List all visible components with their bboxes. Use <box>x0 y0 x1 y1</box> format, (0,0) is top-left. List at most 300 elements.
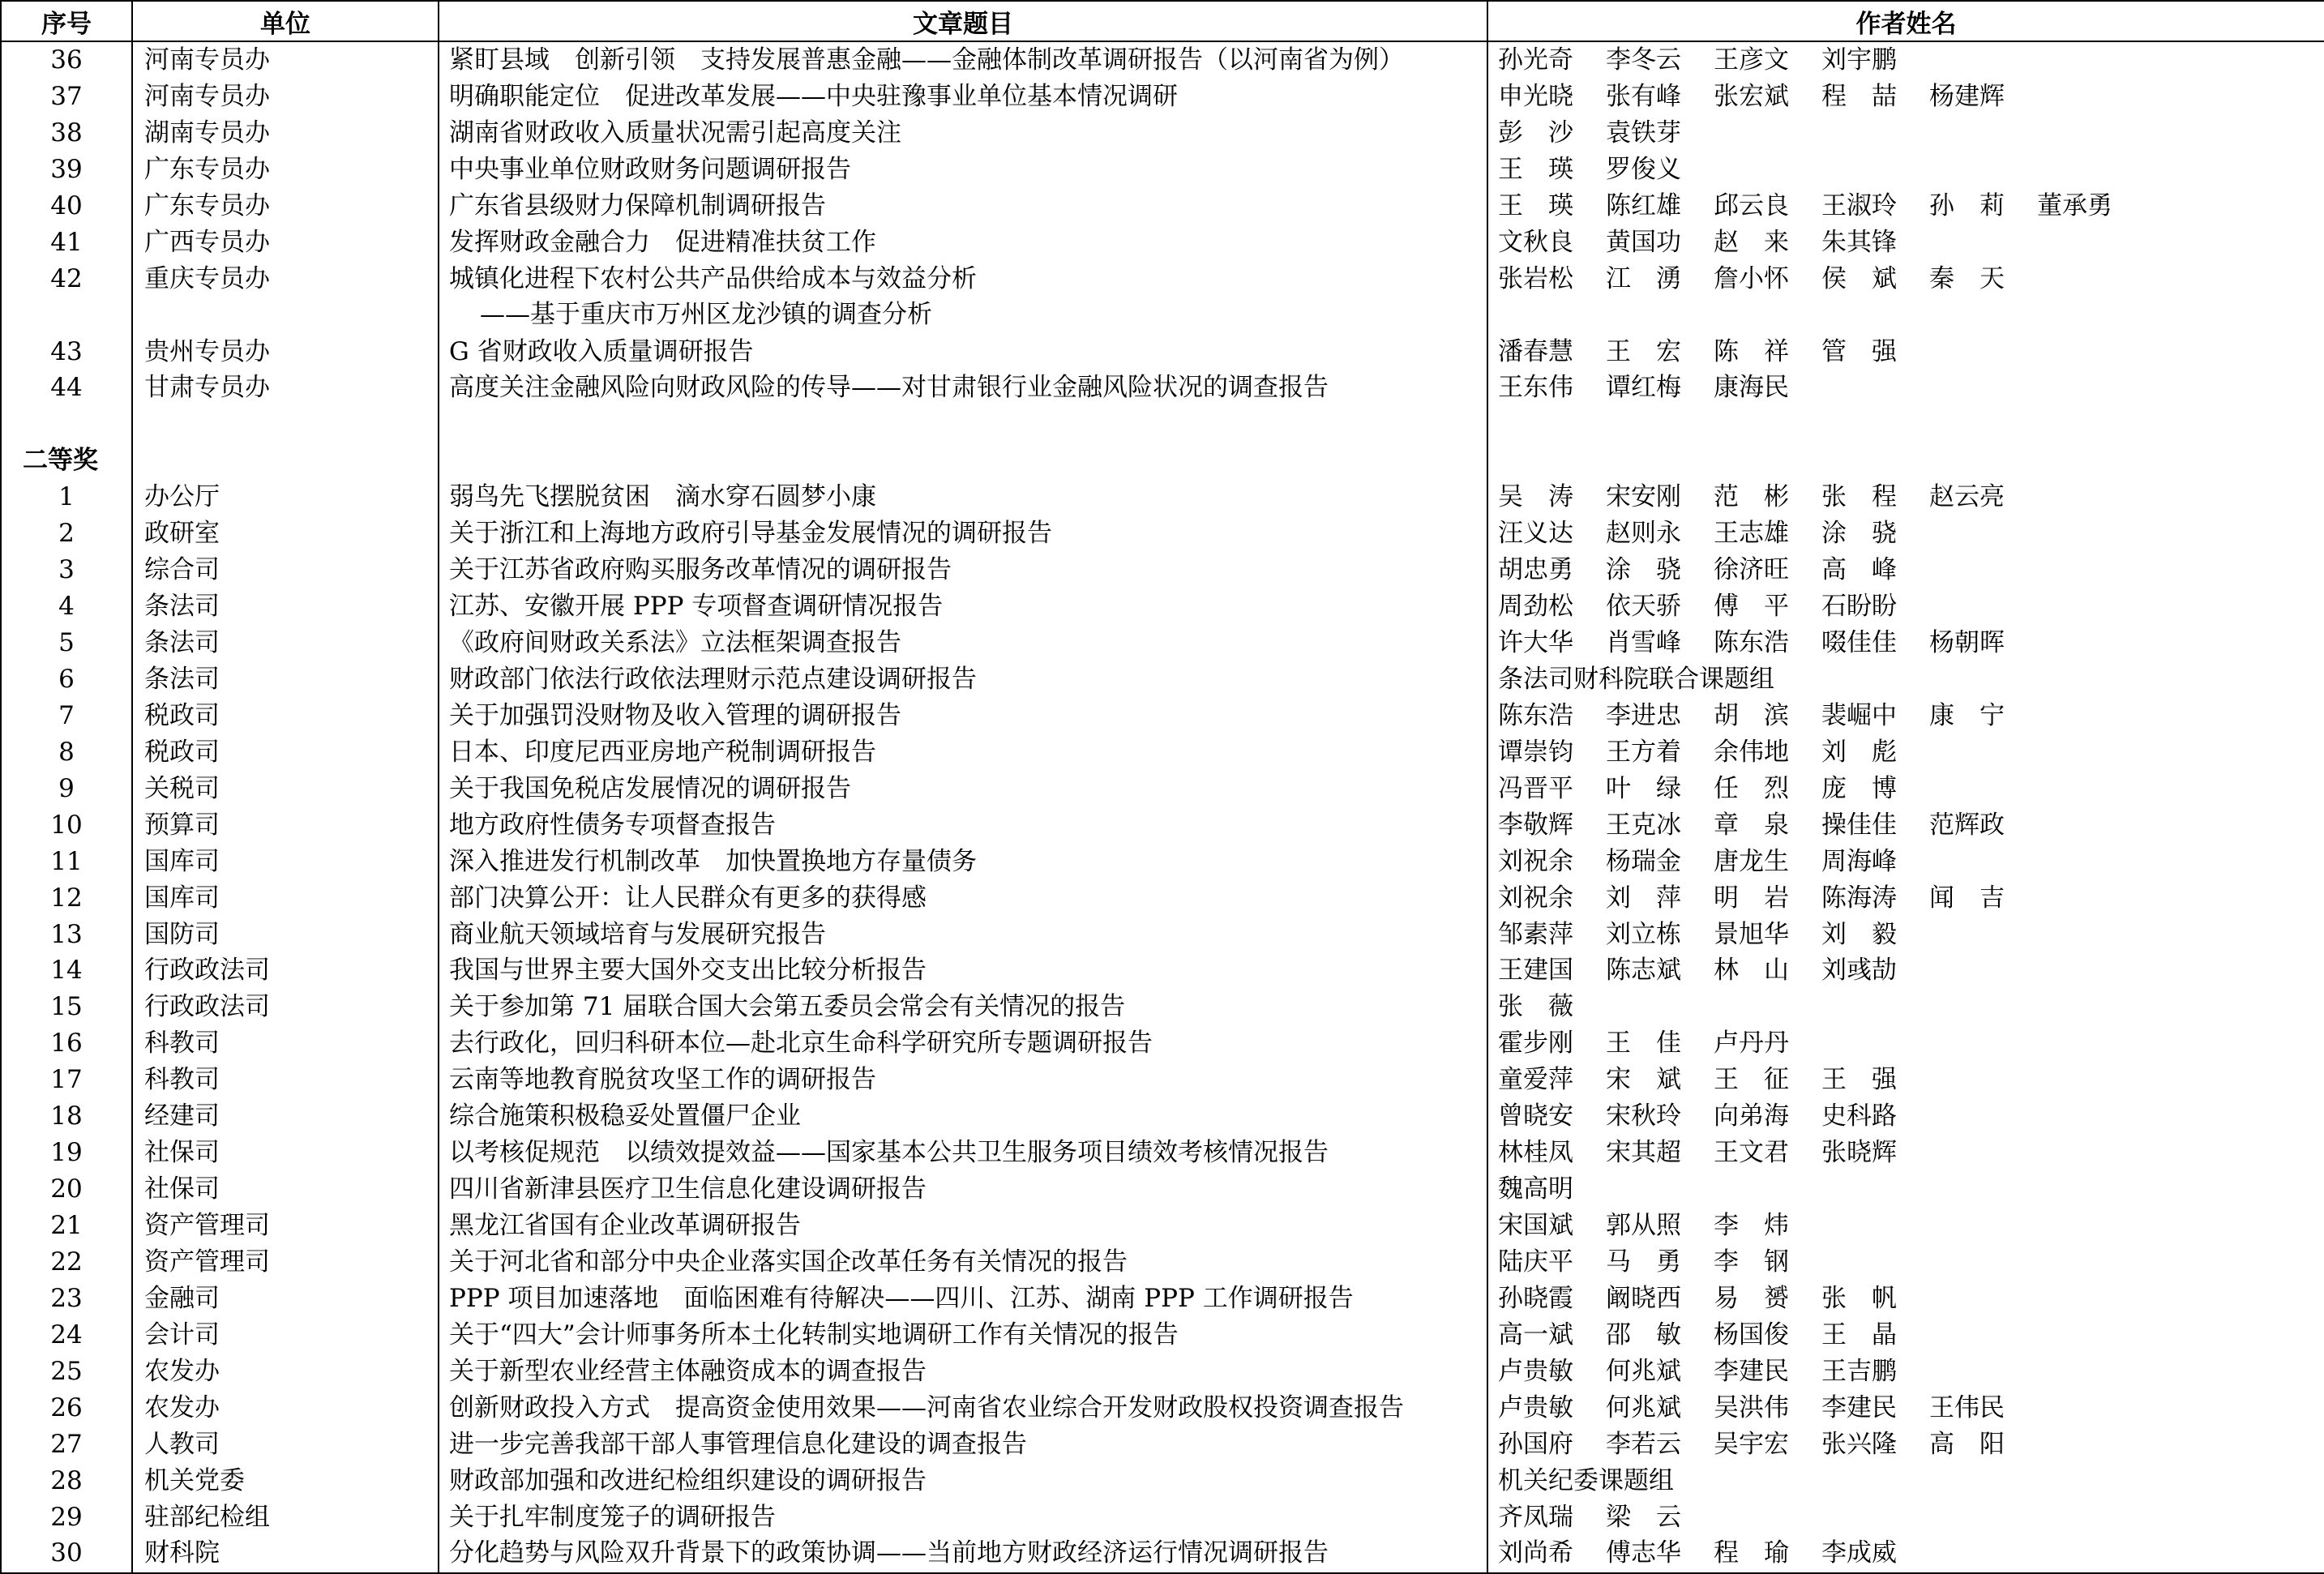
table-row <box>1 334 2324 370</box>
author-name: 孙 莉 <box>1929 190 2005 220</box>
author-name: 傅志华 <box>1606 1538 1681 1568</box>
table-row <box>1 188 2324 225</box>
author-name: 王彦文 <box>1714 45 1789 75</box>
author-name: 何兆斌 <box>1606 1356 1681 1386</box>
author-name: 申光晓 <box>1498 81 1573 111</box>
row-authors <box>1487 479 2324 515</box>
row-title <box>439 698 1487 734</box>
table-row <box>1 1317 2324 1354</box>
row-index: 6 <box>1 661 132 698</box>
author-name: 邹素萍 <box>1498 919 1573 949</box>
author-name: 王志雄 <box>1714 519 1789 549</box>
author-name: 杨建辉 <box>1929 81 2005 111</box>
row-title-text: 以考核促规范 以绩效提效益——国家基本公共卫生服务项目绩效考核情况报告 <box>449 1138 1329 1168</box>
author-name: 章 泉 <box>1714 810 1789 840</box>
author-name: 吴洪伟 <box>1714 1392 1789 1422</box>
author-name: 范辉政 <box>1929 810 2005 840</box>
row-title <box>439 989 1487 1025</box>
row-unit: 税政司 <box>132 734 439 771</box>
row-authors <box>1487 698 2324 734</box>
author-name: 陈东浩 <box>1714 628 1789 658</box>
row-index: 30 <box>1 1535 132 1573</box>
author-name: 童爱萍 <box>1498 1065 1573 1095</box>
row-index: 5 <box>1 625 132 661</box>
author-name: 罗俊义 <box>1606 154 1681 184</box>
row-authors <box>1487 880 2324 917</box>
table-row <box>1 952 2324 989</box>
author-name: 赵则永 <box>1606 519 1681 549</box>
row-unit: 财科院 <box>132 1535 439 1573</box>
row-index: 26 <box>1 1390 132 1426</box>
row-unit: 河南专员办 <box>132 79 439 115</box>
row-unit: 社保司 <box>132 1135 439 1171</box>
table-row <box>1 588 2324 625</box>
author-name: 杨朝晖 <box>1929 628 2005 658</box>
row-unit: 国库司 <box>132 880 439 917</box>
row-index: 43 <box>1 334 132 370</box>
author-name: 朱其锋 <box>1821 227 1897 257</box>
row-title <box>439 771 1487 807</box>
author-name: 张 帆 <box>1821 1283 1897 1313</box>
table-row <box>1 625 2324 661</box>
author-name: 詹小怀 <box>1714 263 1789 293</box>
row-title-text: 《政府间财政关系法》立法框架调查报告 <box>449 628 901 658</box>
author-name: 邱云良 <box>1714 190 1789 220</box>
row-index: 8 <box>1 734 132 771</box>
row-title-text: 财政部门依法行政依法理财示范点建设调研报告 <box>449 664 977 694</box>
author-name: 景旭华 <box>1714 919 1789 949</box>
table-row <box>1 807 2324 844</box>
row-title-text: 日本、印度尼西亚房地产税制调研报告 <box>449 737 876 767</box>
row-title <box>439 661 1487 698</box>
row-authors <box>1487 370 2324 406</box>
author-name: 操佳佳 <box>1821 810 1897 840</box>
row-unit: 人教司 <box>132 1426 439 1463</box>
row-title <box>439 1171 1487 1208</box>
author-name: 向弟海 <box>1714 1101 1789 1131</box>
author-name: 许大华 <box>1498 628 1573 658</box>
row-unit: 河南专员办 <box>132 41 439 79</box>
row-authors <box>1487 989 2324 1025</box>
author-name: 涂 骁 <box>1821 519 1897 549</box>
row-title-text: 城镇化进程下农村公共产品供给成本与效益分析 <box>449 263 977 293</box>
author-name: 宋 斌 <box>1606 1065 1681 1095</box>
table-row <box>1 1426 2324 1463</box>
author-name: 王 征 <box>1714 1065 1789 1095</box>
author-name: 李建民 <box>1714 1356 1789 1386</box>
table-row <box>1 370 2324 406</box>
author-name: 郭从照 <box>1606 1211 1681 1241</box>
row-title-text: 江苏、安徽开展 PPP 专项督查调研情况报告 <box>449 592 944 622</box>
row-authors <box>1487 225 2324 261</box>
author-name: 曾晓安 <box>1498 1101 1573 1131</box>
row-title <box>439 1135 1487 1171</box>
author-name: 马 勇 <box>1606 1247 1681 1277</box>
author-name: 王 瑛 <box>1498 154 1573 184</box>
section-empty-cell <box>132 443 439 479</box>
row-title-text: G 省财政收入质量调研报告 <box>449 336 754 366</box>
row-unit: 广东专员办 <box>132 188 439 225</box>
row-unit: 湖南专员办 <box>132 115 439 152</box>
row-index: 28 <box>1 1463 132 1499</box>
row-title <box>439 225 1487 261</box>
row-authors <box>1487 1062 2324 1098</box>
author-name: 李进忠 <box>1606 700 1681 730</box>
table-row <box>1 1281 2324 1317</box>
row-index: 23 <box>1 1281 132 1317</box>
author-name: 傅 平 <box>1714 592 1789 622</box>
row-title <box>439 625 1487 661</box>
row-index: 18 <box>1 1098 132 1135</box>
row-authors <box>1487 1463 2324 1499</box>
author-name: 王文君 <box>1714 1138 1789 1168</box>
author-name: 李 钢 <box>1714 1247 1789 1277</box>
row-authors <box>1487 844 2324 880</box>
row-title-text: 关于参加第 71 届联合国大会第五委员会常会有关情况的报告 <box>449 992 1126 1022</box>
row-index: 12 <box>1 880 132 917</box>
row-title-text: 去行政化，回归科研本位—赴北京生命科学研究所专题调研报告 <box>449 1029 1153 1059</box>
table-row <box>1 989 2324 1025</box>
row-title <box>439 479 1487 515</box>
author-name: 王克冰 <box>1606 810 1681 840</box>
row-title-text: 关于扎牢制度笼子的调研报告 <box>449 1502 776 1532</box>
author-name: 张有峰 <box>1606 81 1681 111</box>
table-row <box>1 771 2324 807</box>
row-index: 3 <box>1 552 132 588</box>
author-name: 刘宇鹏 <box>1821 45 1897 75</box>
row-title <box>439 515 1487 552</box>
row-authors <box>1487 1317 2324 1354</box>
author-name: 王 佳 <box>1606 1029 1681 1059</box>
table-row <box>1 698 2324 734</box>
author-name: 刘祝余 <box>1498 846 1573 876</box>
table-row <box>1 225 2324 261</box>
table-row <box>1 1098 2324 1135</box>
author-name: 高 阳 <box>1929 1429 2005 1459</box>
row-index: 29 <box>1 1499 132 1536</box>
row-title-text: 我国与世界主要大国外交支出比较分析报告 <box>449 956 927 986</box>
author-name: 秦 天 <box>1929 263 2005 293</box>
row-title <box>439 188 1487 225</box>
author-name: 谭崇钧 <box>1498 737 1573 767</box>
author-name: 李成威 <box>1821 1538 1897 1568</box>
author-name: 梁 云 <box>1606 1502 1681 1532</box>
author-name: 宋秋玲 <box>1606 1101 1681 1131</box>
row-index: 13 <box>1 917 132 953</box>
row-authors <box>1487 661 2324 698</box>
row-unit: 综合司 <box>132 552 439 588</box>
author-name: 王吉鹏 <box>1821 1356 1897 1386</box>
author-name: 陆庆平 <box>1498 1247 1573 1277</box>
spacer-cell <box>439 406 1487 443</box>
row-title <box>439 79 1487 115</box>
row-index: 38 <box>1 115 132 152</box>
row-unit: 条法司 <box>132 588 439 625</box>
row-authors <box>1487 1171 2324 1208</box>
author-name: 叶 绿 <box>1606 773 1681 803</box>
row-index: 21 <box>1 1208 132 1244</box>
author-name: 李敬辉 <box>1498 810 1573 840</box>
table-row <box>1 79 2324 115</box>
row-unit: 会计司 <box>132 1317 439 1354</box>
author-name: 张岩松 <box>1498 263 1573 293</box>
row-authors <box>1487 261 2324 334</box>
author-name: 林桂凤 <box>1498 1138 1573 1168</box>
row-title <box>439 1208 1487 1244</box>
row-unit: 广东专员办 <box>132 152 439 188</box>
author-name: 卢丹丹 <box>1714 1029 1789 1059</box>
table-row <box>1 1390 2324 1426</box>
row-title <box>439 1317 1487 1354</box>
row-index: 17 <box>1 1062 132 1098</box>
row-index: 42 <box>1 261 132 334</box>
row-authors <box>1487 1135 2324 1171</box>
section-row <box>1 443 2324 479</box>
row-title-text: 明确职能定位 促进改革发展——中央驻豫事业单位基本情况调研 <box>449 81 1178 111</box>
row-title <box>439 952 1487 989</box>
row-authors <box>1487 1281 2324 1317</box>
row-authors <box>1487 771 2324 807</box>
row-unit: 条法司 <box>132 625 439 661</box>
row-title-text: 综合施策积极稳妥处置僵尸企业 <box>449 1101 801 1131</box>
row-authors <box>1487 1390 2324 1426</box>
author-name: 明 岩 <box>1714 883 1789 913</box>
author-name: 刘尚希 <box>1498 1538 1573 1568</box>
row-unit: 农发办 <box>132 1354 439 1390</box>
table-row <box>1 917 2324 953</box>
author-name: 刘立栋 <box>1606 919 1681 949</box>
table-row <box>1 1535 2324 1573</box>
author-name: 康海民 <box>1714 373 1789 403</box>
author-name: 李建民 <box>1821 1392 1897 1422</box>
author-name: 袁铁芽 <box>1606 118 1681 148</box>
table-row <box>1 880 2324 917</box>
author-name: 陈 祥 <box>1714 336 1789 366</box>
row-authors <box>1487 625 2324 661</box>
row-authors <box>1487 1426 2324 1463</box>
row-authors <box>1487 515 2324 552</box>
author-name: 张 薇 <box>1498 992 1573 1022</box>
row-title-text: 地方政府性债务专项督查报告 <box>449 810 776 840</box>
row-unit: 农发办 <box>132 1390 439 1426</box>
author-name: 陈海涛 <box>1821 883 1897 913</box>
author-name: 邵 敏 <box>1606 1320 1681 1349</box>
author-name: 汪义达 <box>1498 519 1573 549</box>
row-index: 24 <box>1 1317 132 1354</box>
table-row <box>1 1062 2324 1098</box>
author-name: 宋国斌 <box>1498 1211 1573 1241</box>
row-index: 37 <box>1 79 132 115</box>
row-index: 4 <box>1 588 132 625</box>
author-name: 陈东浩 <box>1498 700 1573 730</box>
row-unit: 行政政法司 <box>132 952 439 989</box>
row-authors <box>1487 1499 2324 1536</box>
row-title <box>439 1426 1487 1463</box>
table-row <box>1 552 2324 588</box>
row-unit: 金融司 <box>132 1281 439 1317</box>
author-name: 余伟地 <box>1714 737 1789 767</box>
row-authors <box>1487 188 2324 225</box>
author-name: 李冬云 <box>1606 45 1681 75</box>
row-title-text: 湖南省财政收入质量状况需引起高度关注 <box>449 118 901 148</box>
row-unit: 社保司 <box>132 1171 439 1208</box>
author-name: 张晓辉 <box>1821 1138 1897 1168</box>
row-title-text: 关于加强罚没财物及收入管理的调研报告 <box>449 700 901 730</box>
row-index: 19 <box>1 1135 132 1171</box>
table-row <box>1 152 2324 188</box>
row-unit: 广西专员办 <box>132 225 439 261</box>
row-title <box>439 1281 1487 1317</box>
table-row <box>1 844 2324 880</box>
table-body <box>1 41 2324 1573</box>
author-name: 阚晓西 <box>1606 1283 1681 1313</box>
row-unit: 国库司 <box>132 844 439 880</box>
row-unit: 国防司 <box>132 917 439 953</box>
row-title <box>439 844 1487 880</box>
author-name: 石盼盼 <box>1821 592 1897 622</box>
row-index: 39 <box>1 152 132 188</box>
author-name: 黄国功 <box>1606 227 1681 257</box>
row-index: 44 <box>1 370 132 406</box>
author-name: 宋安刚 <box>1606 482 1681 512</box>
row-index: 11 <box>1 844 132 880</box>
row-authors <box>1487 1208 2324 1244</box>
row-title <box>439 552 1487 588</box>
row-authors <box>1487 807 2324 844</box>
author-name: 王东伟 <box>1498 373 1573 403</box>
author-name: 徐济旺 <box>1714 555 1789 585</box>
author-name: 侯 斌 <box>1821 263 1897 293</box>
table-row <box>1 1135 2324 1171</box>
table-row <box>1 1499 2324 1536</box>
table-row <box>1 41 2324 79</box>
row-title <box>439 1025 1487 1062</box>
author-name: 何兆斌 <box>1606 1392 1681 1422</box>
row-title <box>439 1062 1487 1098</box>
row-title-text: 关于河北省和部分中央企业落实国企改革任务有关情况的报告 <box>449 1247 1128 1277</box>
table-row <box>1 1244 2324 1281</box>
row-title-text: 关于江苏省政府购买服务改革情况的调研报告 <box>449 555 952 585</box>
row-title <box>439 1499 1487 1536</box>
header-unit: 单位 <box>132 1 439 41</box>
author-name: 依天骄 <box>1606 592 1681 622</box>
row-index: 1 <box>1 479 132 515</box>
author-name: 机关纪委课题组 <box>1498 1465 1674 1495</box>
row-authors <box>1487 41 2324 79</box>
author-name: 刘 彪 <box>1821 737 1897 767</box>
author-name: 王 晶 <box>1821 1320 1897 1349</box>
author-name: 庞 博 <box>1821 773 1897 803</box>
header-authors: 作者姓名 <box>1487 1 2324 41</box>
header-index: 序号 <box>1 1 132 41</box>
author-name: 张 程 <box>1821 482 1897 512</box>
row-title <box>439 1463 1487 1499</box>
author-name: 卢贵敏 <box>1498 1356 1573 1386</box>
row-title <box>439 370 1487 406</box>
row-authors <box>1487 115 2324 152</box>
row-unit: 办公厅 <box>132 479 439 515</box>
header-title: 文章题目 <box>439 1 1487 41</box>
section-label: 二等奖 <box>1 443 132 479</box>
author-name: 高一斌 <box>1498 1320 1573 1349</box>
author-name: 霍步刚 <box>1498 1029 1573 1059</box>
row-unit: 甘肃专员办 <box>132 370 439 406</box>
author-name: 肖雪峰 <box>1606 628 1681 658</box>
row-index: 25 <box>1 1354 132 1390</box>
author-name: 冯晋平 <box>1498 773 1573 803</box>
row-title-text: 高度关注金融风险向财政风险的传导——对甘肃银行业金融风险状况的调查报告 <box>449 373 1329 403</box>
row-title-text: 进一步完善我部干部人事管理信息化建设的调查报告 <box>449 1429 1027 1459</box>
author-name: 林 山 <box>1714 956 1789 986</box>
row-title <box>439 588 1487 625</box>
row-title <box>439 917 1487 953</box>
table-row <box>1 661 2324 698</box>
row-title-text: 云南等地教育脱贫攻坚工作的调研报告 <box>449 1065 876 1095</box>
row-authors <box>1487 1098 2324 1135</box>
row-unit: 条法司 <box>132 661 439 698</box>
row-index: 7 <box>1 698 132 734</box>
row-authors <box>1487 1354 2324 1390</box>
row-index: 10 <box>1 807 132 844</box>
row-unit: 经建司 <box>132 1098 439 1135</box>
author-name: 彭 沙 <box>1498 118 1573 148</box>
row-unit: 重庆专员办 <box>132 261 439 334</box>
row-title-text: 中央事业单位财政财务问题调研报告 <box>449 154 851 184</box>
row-unit: 科教司 <box>132 1025 439 1062</box>
spacer-cell <box>1487 406 2324 443</box>
author-name: 孙光奇 <box>1498 45 1573 75</box>
row-title <box>439 1244 1487 1281</box>
row-authors <box>1487 334 2324 370</box>
row-index: 9 <box>1 771 132 807</box>
row-authors <box>1487 1535 2324 1573</box>
row-title <box>439 880 1487 917</box>
row-authors <box>1487 552 2324 588</box>
row-unit: 驻部纪检组 <box>132 1499 439 1536</box>
author-name: 江 湧 <box>1606 263 1681 293</box>
author-name: 孙国府 <box>1498 1429 1573 1459</box>
row-authors <box>1487 1025 2324 1062</box>
author-name: 裴崛中 <box>1821 700 1897 730</box>
row-unit: 资产管理司 <box>132 1208 439 1244</box>
row-index: 15 <box>1 989 132 1025</box>
row-title <box>439 1098 1487 1135</box>
row-index: 2 <box>1 515 132 552</box>
author-name: 杨国俊 <box>1714 1320 1789 1349</box>
row-title-text: 关于我国免税店发展情况的调研报告 <box>449 773 851 803</box>
row-title <box>439 334 1487 370</box>
row-title-text: 紧盯县域 创新引领 支持发展普惠金融——金融体制改革调研报告（以河南省为例） <box>449 45 1404 75</box>
author-name: 陈志斌 <box>1606 956 1681 986</box>
author-name: 魏高明 <box>1498 1174 1573 1204</box>
row-unit: 预算司 <box>132 807 439 844</box>
row-index: 40 <box>1 188 132 225</box>
row-unit: 税政司 <box>132 698 439 734</box>
row-title-text: 部门决算公开：让人民群众有更多的获得感 <box>449 883 927 913</box>
row-authors <box>1487 952 2324 989</box>
row-title <box>439 807 1487 844</box>
author-name: 啜佳佳 <box>1821 628 1897 658</box>
author-name: 卢贵敏 <box>1498 1392 1573 1422</box>
row-index: 22 <box>1 1244 132 1281</box>
row-unit: 关税司 <box>132 771 439 807</box>
author-name: 谭红梅 <box>1606 373 1681 403</box>
author-name: 赵云亮 <box>1929 482 2005 512</box>
table-row <box>1 1025 2324 1062</box>
row-title-text: 财政部加强和改进纪检组织建设的调研报告 <box>449 1465 927 1495</box>
author-name: 刘 毅 <box>1821 919 1897 949</box>
spacer-row <box>1 406 2324 443</box>
